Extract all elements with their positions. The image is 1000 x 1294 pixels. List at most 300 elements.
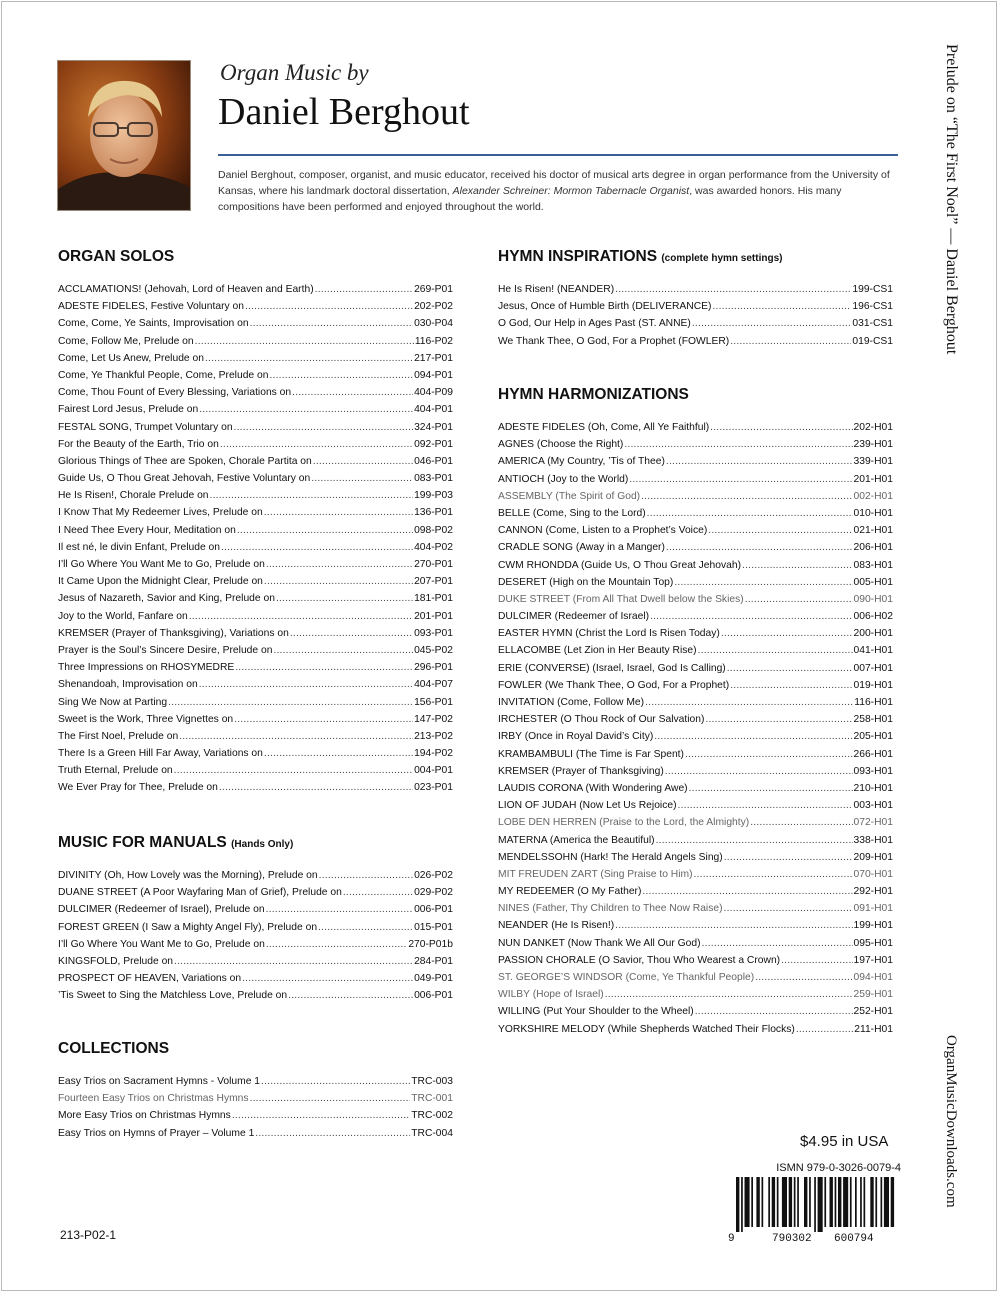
catalog-entry [58, 748, 453, 765]
catalog-entry [58, 1076, 453, 1093]
entry-code: 083-P01 [414, 473, 453, 485]
catalog-entry [498, 594, 893, 611]
dot-leader [730, 680, 852, 691]
dot-leader [313, 456, 413, 467]
entry-code: TRC-001 [411, 1093, 453, 1105]
catalog-entry [498, 301, 893, 318]
entry-title: Sing We Now at Parting [58, 696, 168, 708]
entry-title: I’ll Go Where You Want Me to Go, Prelude on [58, 559, 265, 570]
catalog-entry [58, 628, 453, 645]
catalog-entry [498, 835, 893, 852]
catalog-entry [58, 284, 453, 301]
barcode-bar [797, 1177, 799, 1227]
entry-code: 090-H01 [853, 593, 893, 605]
dot-leader [705, 714, 852, 725]
dot-leader [710, 422, 852, 433]
catalog-entry [58, 765, 453, 782]
entry-title: Easy Trios on Sacrament Hymns - Volume 1 [58, 1076, 261, 1087]
dot-leader [695, 1006, 853, 1017]
entry-title: Come, Come, Ye Saints, Improvisation on [58, 318, 249, 330]
catalog-entry [498, 422, 893, 439]
dot-leader [174, 956, 413, 967]
catalog-entry [58, 559, 453, 576]
dot-leader [288, 990, 413, 1001]
catalog-entry [58, 593, 453, 610]
entry-code: 207-P01 [414, 576, 453, 588]
entry-title: Glorious Things of Thee are Spoken, Chorale Partita on [58, 455, 312, 467]
entry-title: IRCHESTER (O Thou Rock of Our Salvation) [498, 714, 705, 726]
catalog-entry [498, 955, 893, 972]
barcode-bar [782, 1177, 787, 1227]
entry-code: 296-P01 [414, 662, 453, 674]
entry-title: ERIE (CONVERSE) (Israel, Israel, God Is Calling) [498, 662, 726, 674]
dot-leader [745, 594, 853, 605]
entry-code: 202-P02 [414, 301, 453, 313]
hymn-inspirations-section [498, 248, 893, 353]
entry-title: DULCIMER (Redeemer of Israel), Prelude on [58, 904, 265, 916]
catalog-entry [498, 663, 893, 680]
ismn-label: ISMN 979-0-3026-0079-4 [776, 1162, 901, 1174]
catalog-entry [498, 525, 893, 542]
entry-code: 252-H01 [853, 1006, 893, 1018]
catalog-entry [58, 318, 453, 335]
entry-title: He Is Risen! (NEANDER) [498, 284, 615, 295]
entry-title: NUN DANKET (Now Thank We All Our God) [498, 937, 701, 949]
entry-code: 002-H01 [853, 490, 893, 502]
entry-code: TRC-002 [411, 1110, 453, 1122]
barcode-bar [751, 1177, 753, 1227]
entry-code: 019-CS1 [852, 335, 893, 347]
barcode-bar [870, 1177, 873, 1227]
section-title: COLLECTIONS [58, 1040, 170, 1057]
entry-code: 029-P02 [414, 887, 453, 899]
dot-leader [235, 662, 413, 673]
dot-leader [650, 611, 852, 622]
entry-code: 136-P01 [414, 507, 453, 519]
dot-leader [674, 577, 852, 588]
entry-title: Prayer is the Soul’s Sincere Desire, Prelude on [58, 644, 273, 656]
catalog-entry [498, 318, 893, 335]
dissertation-title: Alexander Schreiner: Mormon Tabernacle Organist [452, 185, 690, 197]
entry-title: DULCIMER (Redeemer of Israel) [498, 611, 650, 623]
spine-website: OrganMusicDownloads.com [943, 1035, 959, 1208]
entry-code: 199-CS1 [852, 284, 893, 295]
entry-code: TRC-003 [411, 1076, 453, 1087]
catalog-entry [58, 473, 453, 490]
catalog-entry [58, 525, 453, 542]
entry-title: I’ll Go Where You Want Me to Go, Prelude on [58, 938, 265, 950]
entry-code: 021-H01 [853, 525, 893, 537]
dot-leader [647, 508, 853, 519]
entry-code: 116-P02 [414, 335, 453, 347]
entry-code: 004-P01 [414, 765, 453, 777]
entry-code: 023-P01 [414, 782, 453, 794]
dot-leader [319, 870, 413, 881]
entry-code: 404-P01 [414, 404, 453, 416]
catalog-entry [58, 1093, 453, 1110]
dot-leader [311, 473, 413, 484]
dot-leader [219, 782, 413, 793]
entry-title: CANNON (Come, Listen to a Prophet’s Voice) [498, 525, 708, 537]
entry-code: 041-H01 [853, 645, 893, 657]
entry-title: KRAMBAMBULI (The Time is Far Spent) [498, 748, 684, 760]
composer-portrait [57, 60, 191, 211]
barcode-bar [794, 1177, 796, 1227]
entry-code: 030-P04 [414, 318, 453, 330]
entry-code: 006-H02 [853, 611, 893, 623]
entry-title: Fairest Lord Jesus, Prelude on [58, 404, 199, 416]
catalog-entry [498, 284, 893, 301]
dot-leader [290, 628, 413, 639]
dot-leader [199, 679, 413, 690]
entry-title: DUANE STREET (A Poor Wayfaring Man of Grief), Prelude on [58, 887, 342, 899]
entry-code: 217-P01 [414, 352, 453, 364]
entry-code: 072-H01 [853, 817, 893, 829]
dot-leader [656, 835, 853, 846]
catalog-entry [498, 989, 893, 1006]
catalog-entry [58, 490, 453, 507]
music-for-manuals-section [58, 834, 453, 1008]
catalog-list [58, 284, 453, 800]
entry-title: YORKSHIRE MELODY (While Shepherds Watched Their Flocks) [498, 1023, 795, 1035]
dot-leader [730, 336, 851, 347]
dot-leader [273, 645, 413, 656]
entry-code: 006-P01 [414, 990, 453, 1002]
entry-code: 194-P02 [414, 748, 453, 760]
barcode-digits-left: 790302 [772, 1233, 812, 1245]
entry-title: KINGSFOLD, Prelude on [58, 955, 174, 967]
dot-leader [624, 439, 852, 450]
catalog-entry [58, 731, 453, 748]
entry-title: DIVINITY (Oh, How Lovely was the Morning), Prelude on [58, 870, 318, 881]
entry-title: ADESTE FIDELES (Oh, Come, All Ye Faithful) [498, 422, 710, 433]
entry-title: MIT FREUDEN ZART (Sing Praise to Him) [498, 868, 693, 880]
entry-title: It Came Upon the Midnight Clear, Prelude on [58, 576, 263, 588]
catalog-entry [498, 920, 893, 937]
entry-title: MENDELSSOHN (Hark! The Herald Angels Sing) [498, 851, 723, 863]
organ-solos-section [58, 248, 453, 800]
dot-leader [666, 542, 853, 553]
dot-leader [261, 1076, 410, 1087]
catalog-entry [498, 749, 893, 766]
catalog-entry [498, 1024, 893, 1041]
barcode-bar [789, 1177, 792, 1227]
dot-leader [343, 887, 413, 898]
entry-code: 015-P01 [414, 921, 453, 933]
entry-code: 095-H01 [853, 937, 893, 949]
barcode-bar [881, 1177, 883, 1227]
dot-leader [255, 1128, 410, 1139]
dot-leader [654, 731, 852, 742]
entry-code: 083-H01 [853, 559, 893, 571]
catalog-entry [58, 870, 453, 887]
catalog-entry [498, 491, 893, 508]
catalog-entry [58, 922, 453, 939]
catalog-entry [58, 611, 453, 628]
dot-leader [292, 387, 413, 398]
entry-code: 292-H01 [853, 886, 893, 898]
entry-title: ACCLAMATIONS! (Jehovah, Lord of Heaven and Earth) [58, 284, 314, 295]
dot-leader [755, 972, 852, 983]
dot-leader [264, 576, 413, 587]
catalog-entry [498, 336, 893, 353]
dot-leader [692, 318, 852, 329]
composer-bio [218, 167, 902, 215]
catalog-entry [58, 576, 453, 593]
entry-code: 098-P02 [414, 524, 453, 536]
dot-leader [264, 748, 413, 759]
entry-title: I Know That My Redeemer Lives, Prelude on [58, 507, 263, 519]
entry-code: 092-P01 [414, 438, 453, 450]
dot-leader [168, 697, 413, 708]
catalog-entry [58, 904, 453, 921]
dot-leader [269, 370, 413, 381]
entry-code: 093-P01 [414, 627, 453, 639]
dot-leader [242, 973, 413, 984]
catalog-entry [498, 474, 893, 491]
catalog-entry [498, 680, 893, 697]
catalog-entry [498, 611, 893, 628]
catalog-list [498, 422, 893, 1041]
entry-title: LION OF JUDAH (Now Let Us Rejoice) [498, 800, 677, 812]
dot-leader [615, 284, 851, 295]
entry-title: DUKE STREET (From All That Dwell below the Skies) [498, 593, 744, 605]
item-code: 213-P02-1 [60, 1228, 117, 1242]
dot-leader [232, 1110, 410, 1121]
dot-leader [694, 869, 853, 880]
entry-title: BELLE (Come, Sing to the Lord) [498, 507, 646, 519]
entry-code: 270-P01 [414, 559, 453, 570]
entry-code: 046-P01 [414, 455, 453, 467]
section-title [58, 834, 453, 870]
entry-title: CRADLE SONG (Away in a Manger) [498, 542, 665, 554]
entry-title: He Is Risen!, Chorale Prelude on [58, 490, 209, 502]
entry-code: 213-P02 [414, 730, 453, 742]
entry-title: ST. GEORGE’S WINDSOR (Come, Ye Thankful People) [498, 972, 755, 983]
price: $4.95 in USA [800, 1133, 889, 1150]
entry-code: 007-H01 [853, 662, 893, 674]
entry-code: 091-H01 [853, 903, 893, 915]
barcode-bar [741, 1177, 743, 1232]
catalog-entry [58, 439, 453, 456]
entry-code: 005-H01 [853, 576, 893, 588]
dot-leader [266, 939, 408, 950]
barcode-bar [768, 1177, 770, 1227]
dot-leader [245, 301, 413, 312]
catalog-entry [58, 422, 453, 439]
dot-leader [666, 456, 853, 467]
dot-leader [266, 904, 413, 915]
catalog-entry [498, 697, 893, 714]
catalog-entry [498, 1006, 893, 1023]
entry-code: 239-H01 [853, 439, 893, 451]
barcode-bar [818, 1177, 823, 1232]
entry-title: Come, Thou Fount of Every Blessing, Variations on [58, 387, 292, 399]
barcode-bar [850, 1177, 852, 1227]
barcode-bar [804, 1177, 807, 1227]
catalog-entry [498, 542, 893, 559]
barcode-bar [756, 1177, 759, 1227]
entry-code: 003-H01 [853, 800, 893, 812]
catalog-entry [58, 336, 453, 353]
entry-code: 026-P02 [414, 870, 453, 881]
entry-title: WILLING (Put Your Shoulder to the Wheel) [498, 1006, 694, 1018]
entry-code: 266-H01 [853, 748, 893, 760]
section-title: ORGAN SOLOS [58, 248, 175, 265]
dot-leader [179, 731, 413, 742]
dot-leader [712, 301, 851, 312]
catalog-entry [498, 869, 893, 886]
entry-title: ANTIOCH (Joy to the World) [498, 473, 629, 485]
catalog-entry [498, 817, 893, 834]
section-subtitle: (Hands Only) [231, 839, 294, 850]
catalog-entry [498, 577, 893, 594]
barcode-bar [860, 1177, 862, 1227]
barcode-bar [864, 1177, 866, 1227]
entry-title: ASSEMBLY (The Spirit of God) [498, 490, 641, 502]
catalog-entry [58, 387, 453, 404]
dot-leader [750, 817, 852, 828]
section-subtitle: (complete hymn settings) [661, 253, 783, 264]
entry-title: We Ever Pray for Thee, Prelude on [58, 782, 218, 794]
catalog-entry [58, 456, 453, 473]
entry-title: Easy Trios on Hymns of Prayer – Volume 1 [58, 1127, 255, 1139]
entry-title: Come, Let Us Anew, Prelude on [58, 352, 204, 364]
entry-title: KREMSER (Prayer of Thanksgiving), Variations on [58, 627, 289, 639]
dot-leader [721, 628, 853, 639]
entry-title: PASSION CHORALE (O Savior, Thou Who Wearest a Crown) [498, 954, 781, 966]
entry-code: 205-H01 [853, 731, 893, 743]
catalog-entry [498, 886, 893, 903]
catalog-entry [498, 731, 893, 748]
barcode-bar [777, 1177, 779, 1227]
entry-code: 258-H01 [853, 714, 893, 726]
catalog-list [498, 284, 893, 353]
entry-code: 181-P01 [414, 593, 453, 605]
entry-title: AGNES (Choose the Right) [498, 439, 624, 451]
dot-leader [250, 1093, 411, 1104]
catalog-entry [498, 508, 893, 525]
entry-title: ’Tis Sweet to Sing the Matchless Love, Prelude on [58, 990, 288, 1002]
dot-leader [702, 938, 853, 949]
dot-leader [220, 439, 413, 450]
entry-title: LAUDIS CORONA (With Wondering Awe) [498, 782, 688, 794]
catalog-entry [498, 714, 893, 731]
entry-code: 094-H01 [853, 972, 893, 983]
entry-title: INVITATION (Come, Follow Me) [498, 697, 645, 708]
barcode-bar [875, 1177, 877, 1227]
dot-leader [315, 284, 413, 295]
entry-title: O God, Our Help in Ages Past (ST. ANNE) [498, 318, 691, 330]
entry-title: EASTER HYMN (Christ the Lord Is Risen Today) [498, 628, 720, 640]
barcode-bar [772, 1177, 775, 1227]
entry-code: 259-H01 [853, 989, 893, 1001]
dot-leader [174, 765, 413, 776]
header-rule [218, 154, 898, 156]
catalog-entry [498, 439, 893, 456]
entry-code: TRC-004 [411, 1127, 453, 1139]
entry-title: IRBY (Once in Royal David’s City) [498, 731, 654, 743]
dot-leader [698, 645, 853, 656]
entry-title: Joy to the World, Fanfare on [58, 610, 188, 622]
entry-title: FOWLER (We Thank Thee, O God, For a Prophet) [498, 679, 730, 691]
barcode-bar [745, 1177, 750, 1227]
dot-leader [678, 800, 853, 811]
entry-title: MY REDEEMER (O My Father) [498, 886, 642, 898]
entry-title: More Easy Trios on Christmas Hymns [58, 1110, 231, 1122]
entry-code: 019-H01 [853, 679, 893, 691]
entry-code: 339-H01 [853, 456, 893, 468]
section-title-text: MUSIC FOR MANUALS [58, 834, 227, 851]
catalog-entry [58, 645, 453, 662]
composer-name: Daniel Berghout [218, 91, 470, 133]
catalog-entry [58, 507, 453, 524]
dot-leader [642, 886, 852, 897]
barcode-bar [809, 1177, 811, 1227]
entry-title: LOBE DEN HERREN (Praise to the Lord, the Almighty) [498, 817, 750, 829]
dot-leader [195, 336, 414, 347]
entry-code: 338-H01 [853, 834, 893, 846]
entry-title: NEANDER (He Is Risen!) [498, 920, 615, 932]
catalog-entry [498, 938, 893, 955]
bio-text-b: , was awarded honors. His many compositions have been performed and enjoyed throughout the world. [218, 185, 842, 213]
catalog-entry [58, 1128, 453, 1145]
dot-leader [781, 955, 852, 966]
dot-leader [266, 559, 413, 570]
catalog-entry [58, 973, 453, 990]
entry-code: 196-CS1 [852, 301, 893, 313]
entry-code: 045-P02 [414, 644, 453, 656]
catalog-entry [58, 939, 453, 956]
entry-title: AMERICA (My Country, ’Tis of Thee) [498, 456, 665, 468]
entry-title: NINES (Father, Thy Children to Thee Now Raise) [498, 903, 723, 915]
catalog-list [58, 1076, 453, 1145]
barcode-bar [843, 1177, 848, 1227]
entry-code: 270-P01b [408, 938, 453, 950]
entry-title: Three Impressions on RHOSYMEDRE [58, 662, 235, 674]
catalog-entry [498, 645, 893, 662]
dot-leader [796, 1024, 853, 1035]
catalog-entry [58, 404, 453, 421]
barcode-bar [824, 1177, 826, 1227]
entry-title: There Is a Green Hill Far Away, Variations on [58, 748, 263, 760]
catalog-entry [498, 628, 893, 645]
spine-title: Prelude on “The First Noel” — Daniel Berghout [943, 44, 960, 355]
entry-title: I Need Thee Every Hour, Meditation on [58, 524, 236, 536]
catalog-entry [498, 972, 893, 989]
dot-leader [205, 353, 413, 364]
dot-leader [708, 525, 852, 536]
entry-title: Truth Eternal, Prelude on [58, 765, 173, 777]
entry-code: 070-H01 [853, 868, 893, 880]
barcode-bar [830, 1177, 833, 1227]
barcode-digit-lead: 9 [728, 1233, 735, 1245]
dot-leader [629, 474, 852, 485]
entry-code: 206-H01 [853, 542, 893, 554]
catalog-entry [58, 353, 453, 370]
entry-title: FESTAL SONG, Trumpet Voluntary on [58, 421, 233, 433]
catalog-entry [58, 370, 453, 387]
dot-leader [685, 749, 853, 760]
entry-title: Shenandoah, Improvisation on [58, 679, 198, 691]
section-title: HYMN HARMONIZATIONS [498, 386, 689, 403]
barcode-bar [762, 1177, 764, 1227]
entry-title: Il est né, le divin Enfant, Prelude on [58, 541, 220, 553]
barcode-bar [814, 1177, 816, 1232]
catalog-entry [58, 679, 453, 696]
entry-code: 201-P01 [414, 610, 453, 622]
catalog-entry [498, 560, 893, 577]
